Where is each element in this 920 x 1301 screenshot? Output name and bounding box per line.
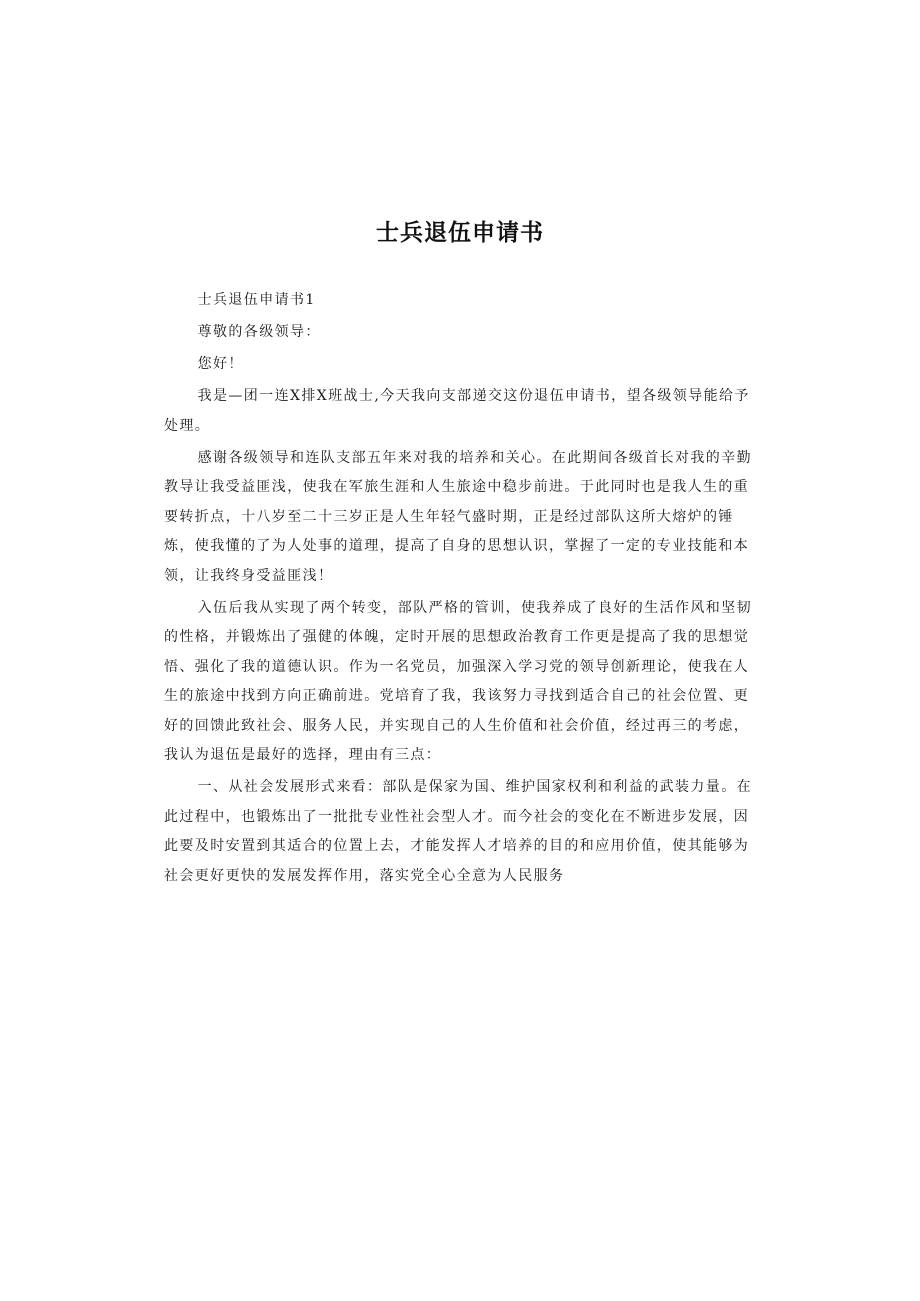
document-title: 士兵退伍申请书	[376, 220, 544, 246]
paragraph-reason-one: 一、从社会发展形式来看：部队是保家为国、维护国家权利和利益的武装力量。在此过程中，也锻炼出了一批批专业性社会型人才。而今社会的变化在不断进步发展，因此要及时安置到其适合的位置上去，才能发挥人才培养的目的和应用价值，使其能够为社会更好更快的发展发挥作用，落实党全心全意为人民服务	[164, 779, 752, 884]
paragraph-intro: 我是—团一连X排X班战士,今天我向支部递交这份退伍申请书，望各级领导能给予处理。	[164, 388, 750, 434]
paragraph-greeting: 您好！	[197, 356, 244, 372]
paragraph-thanks: 感谢各级领导和连队支部五年来对我的培养和关心。在此期间各级首长对我的辛勤教导让我受益匪浅，使我在军旅生涯和人生旅途中稳步前进。于此同时也是我人生的重要转折点，十八岁至二十三岁正是人生年轻气盛时期，正是经过部队这所大熔炉的锤炼，使我懂的了为人处事的道理，提高了自身的思想认识，掌握了一定的专业技能和本领，让我终身受益匪浅！	[164, 449, 752, 584]
paragraph-reasons-intro: 入伍后我从实现了两个转变，部队严格的管训，使我养成了良好的生活作风和坚韧的性格，并锻炼出了强健的体魄，定时开展的思想政治教育工作更是提高了我的思想觉悟、强化了我的道德认识。作为一名党员，加强深入学习党的领导创新理论，使我在人生的旅途中找到方向正确前进。党培育了我，我该努力寻找到适合自己的社会位置、更好的回馈此致社会、服务人民，并实现自己的人生价值和社会价值，经过再三的考虑，我认为退伍是最好的选择，理由有三点：	[164, 599, 752, 763]
document-body	[164, 286, 756, 894]
paragraph-heading: 士兵退伍申请书1	[197, 292, 316, 308]
paragraph-salutation: 尊敬的各级领导：	[197, 324, 321, 340]
